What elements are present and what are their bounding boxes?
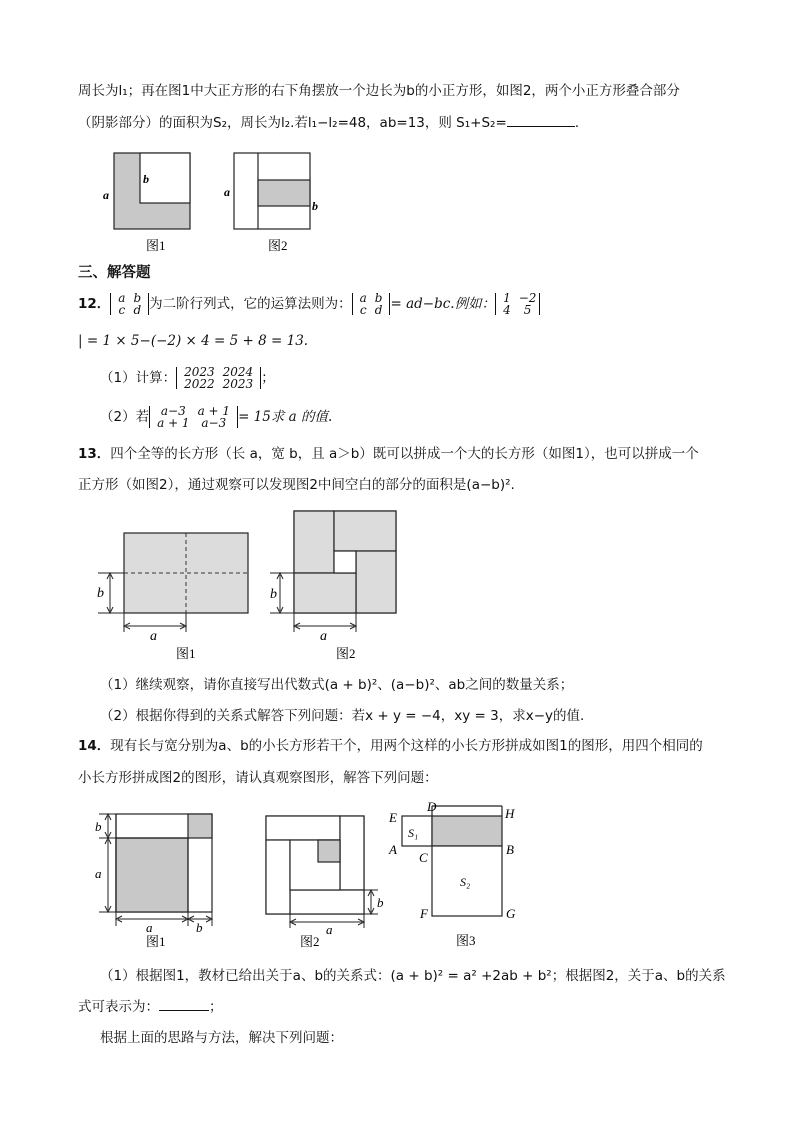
q14-fig1-label-b2: b — [196, 920, 203, 935]
q13-line2: 正方形（如图2），通过观察可以发现图2中间空白的部分的面积是(a−b)². — [78, 477, 515, 493]
q13-line1 — [78, 444, 699, 464]
q11-line2 — [78, 113, 579, 133]
q13-fig2-rect-right — [356, 551, 396, 613]
q11-line1: 周长为l₁；再在图1中大正方形的右下角摆放一个边长为b的小正方形，如图2，两个小正方形叠合部分 — [78, 83, 680, 99]
q11-fig2-shaded-overlap — [258, 180, 310, 206]
q11-fig2-label-b: b — [312, 199, 318, 213]
q14-part2: 根据上面的思路与方法，解决下列问题： — [100, 1030, 343, 1046]
answer-blank[interactable] — [507, 113, 575, 127]
q13-fig1-label-a: a — [150, 629, 157, 644]
q12-p2-label: （2）若 — [100, 409, 150, 425]
q14-fig2-label-a: a — [326, 922, 333, 937]
q14-fig3-label-G: G — [506, 906, 516, 921]
q12-det-def: a b c d — [110, 292, 149, 316]
q11-fig1-caption: 图1 — [146, 238, 166, 253]
q14-figure-3 — [386, 800, 526, 950]
q14-figure-2 — [262, 808, 392, 950]
q14-number: 14． — [78, 738, 111, 754]
q13-number: 13． — [78, 446, 111, 462]
q14-fig3-label-D: D — [427, 799, 437, 814]
q11-fig1-label-a: a — [103, 188, 109, 202]
q12-number: 12． — [78, 296, 111, 312]
q14-fig3-label-E: E — [389, 810, 397, 825]
q14-fig3-label-F: F — [420, 906, 428, 921]
q14-fig3-label-B: B — [506, 842, 514, 857]
q14-fig2-rect-bottom — [290, 890, 364, 914]
q14-fig2-rect-top — [266, 816, 340, 840]
q12-p1-label: （1）计算： — [100, 370, 177, 386]
q13-fig2-rect-left — [294, 511, 334, 573]
q13-line1-text: 四个全等的长方形（长 a，宽 b，且 a＞b）既可以拼成一个大的长方形（如图1），也可以拼成一个 — [110, 446, 699, 462]
q12-text1: 为二阶行列式，它的运算法则为： — [149, 296, 352, 312]
q12-det-part2: a−3 a + 1 a + 1 a−3 — [149, 405, 238, 429]
q13-fig2-label-a: a — [320, 629, 327, 644]
q14-fig2-caption: 图2 — [300, 934, 320, 949]
q14-line1 — [78, 736, 703, 756]
q13-part2: （2）根据你得到的关系式解答下列问题：若x + y = −4，xy = 3，求x−y的值. — [100, 708, 585, 724]
q11-figure-2 — [222, 152, 332, 262]
q12-p1-end: ； — [261, 370, 275, 386]
q11-figure-1 — [100, 152, 200, 262]
q14-fig2-shaded-small — [318, 840, 340, 862]
q14-fig2-label-b: b — [377, 895, 384, 910]
q12-line1 — [78, 292, 540, 316]
q11-line2-end: . — [574, 115, 580, 131]
q14-figure-1 — [90, 808, 225, 950]
q11-fig2-label-a: a — [224, 185, 230, 199]
q14-fig1-caption: 图1 — [146, 934, 166, 949]
q13-fig1-label-b: b — [97, 586, 104, 601]
q12-p2-end: = 15求 a 的值. — [238, 409, 333, 425]
q14-fig1-label-b: b — [95, 819, 102, 834]
q14-line2: 小长方形拼成图2的图形，请认真观察图形，解答下列问题： — [78, 770, 438, 786]
q13-fig1-caption: 图1 — [176, 646, 196, 661]
q14-fig3-label-S2: S₂ — [460, 875, 471, 889]
q14-fig3-label-A: A — [389, 842, 397, 857]
q14-fig1-label-a: a — [95, 866, 102, 881]
q13-figure-1 — [92, 530, 262, 665]
q14-fig1-label-a2: a — [146, 920, 153, 935]
q13-figure-2 — [270, 508, 410, 666]
q13-fig2-rect-bottom — [294, 573, 356, 613]
q12-text2: = ad−bc.例如： — [390, 296, 496, 312]
q14-fig3-caption: 图3 — [456, 933, 476, 948]
q11-fig1-label-b: b — [143, 172, 149, 186]
q13-fig2-rect-top — [334, 511, 396, 551]
q14-fig2-rect-left — [266, 840, 290, 914]
q11-line2-text: （阴影部分）的面积为S₂，周长为l₂.若l₁−l₂=48，ab=13，则 S₁+S₂= — [78, 115, 507, 131]
q14-fig3-label-H: H — [505, 806, 515, 821]
q11-fig2-caption: 图2 — [268, 238, 288, 253]
q14-fig3-label-C: C — [419, 850, 428, 865]
q14-fig3-shaded-rect — [432, 816, 502, 846]
q12-line2: | = 1 × 5−(−2) × 4 = 5 + 8 = 13. — [78, 333, 309, 349]
q14-fig3-label-S1: S₁ — [408, 826, 419, 840]
q12-det-example: 1 −2 4 5 — [495, 292, 540, 316]
q14-part1a: （1）根据图1，教材已给出关于a、b的关系式：(a + b)² = a² +2ab + b²；根据图2，关于a、b的关系 — [100, 968, 726, 984]
q14-fig1-square-b — [188, 814, 212, 838]
answer-blank-q14[interactable] — [159, 997, 209, 1011]
q14-part1b — [78, 997, 223, 1017]
section-title: 三、解答题 — [78, 265, 151, 281]
q12-det-def2: a b c d — [352, 292, 391, 316]
q14-part1b-text: 式可表示为： — [78, 999, 159, 1015]
q14-line1-text: 现有长与宽分别为a、b的小长方形若干个，用两个这样的小长方形拼成如图1的图形，用四个相同的 — [110, 738, 703, 754]
q12-part2 — [100, 405, 332, 429]
q14-part1b-end: ； — [209, 999, 223, 1015]
q12-part1 — [100, 366, 275, 390]
q13-fig2-caption: 图2 — [336, 646, 356, 661]
q14-fig2-rect-right — [340, 816, 364, 890]
q13-fig2-center-hole — [334, 551, 356, 573]
q13-fig2-label-b: b — [270, 587, 277, 602]
q13-part1: （1）继续观察，请你直接写出代数式(a + b)²、(a−b)²、ab之间的数量关系； — [100, 677, 574, 693]
q12-det-part1: 2023 2024 2022 2023 — [176, 366, 261, 390]
q14-fig1-square-a — [116, 838, 188, 912]
